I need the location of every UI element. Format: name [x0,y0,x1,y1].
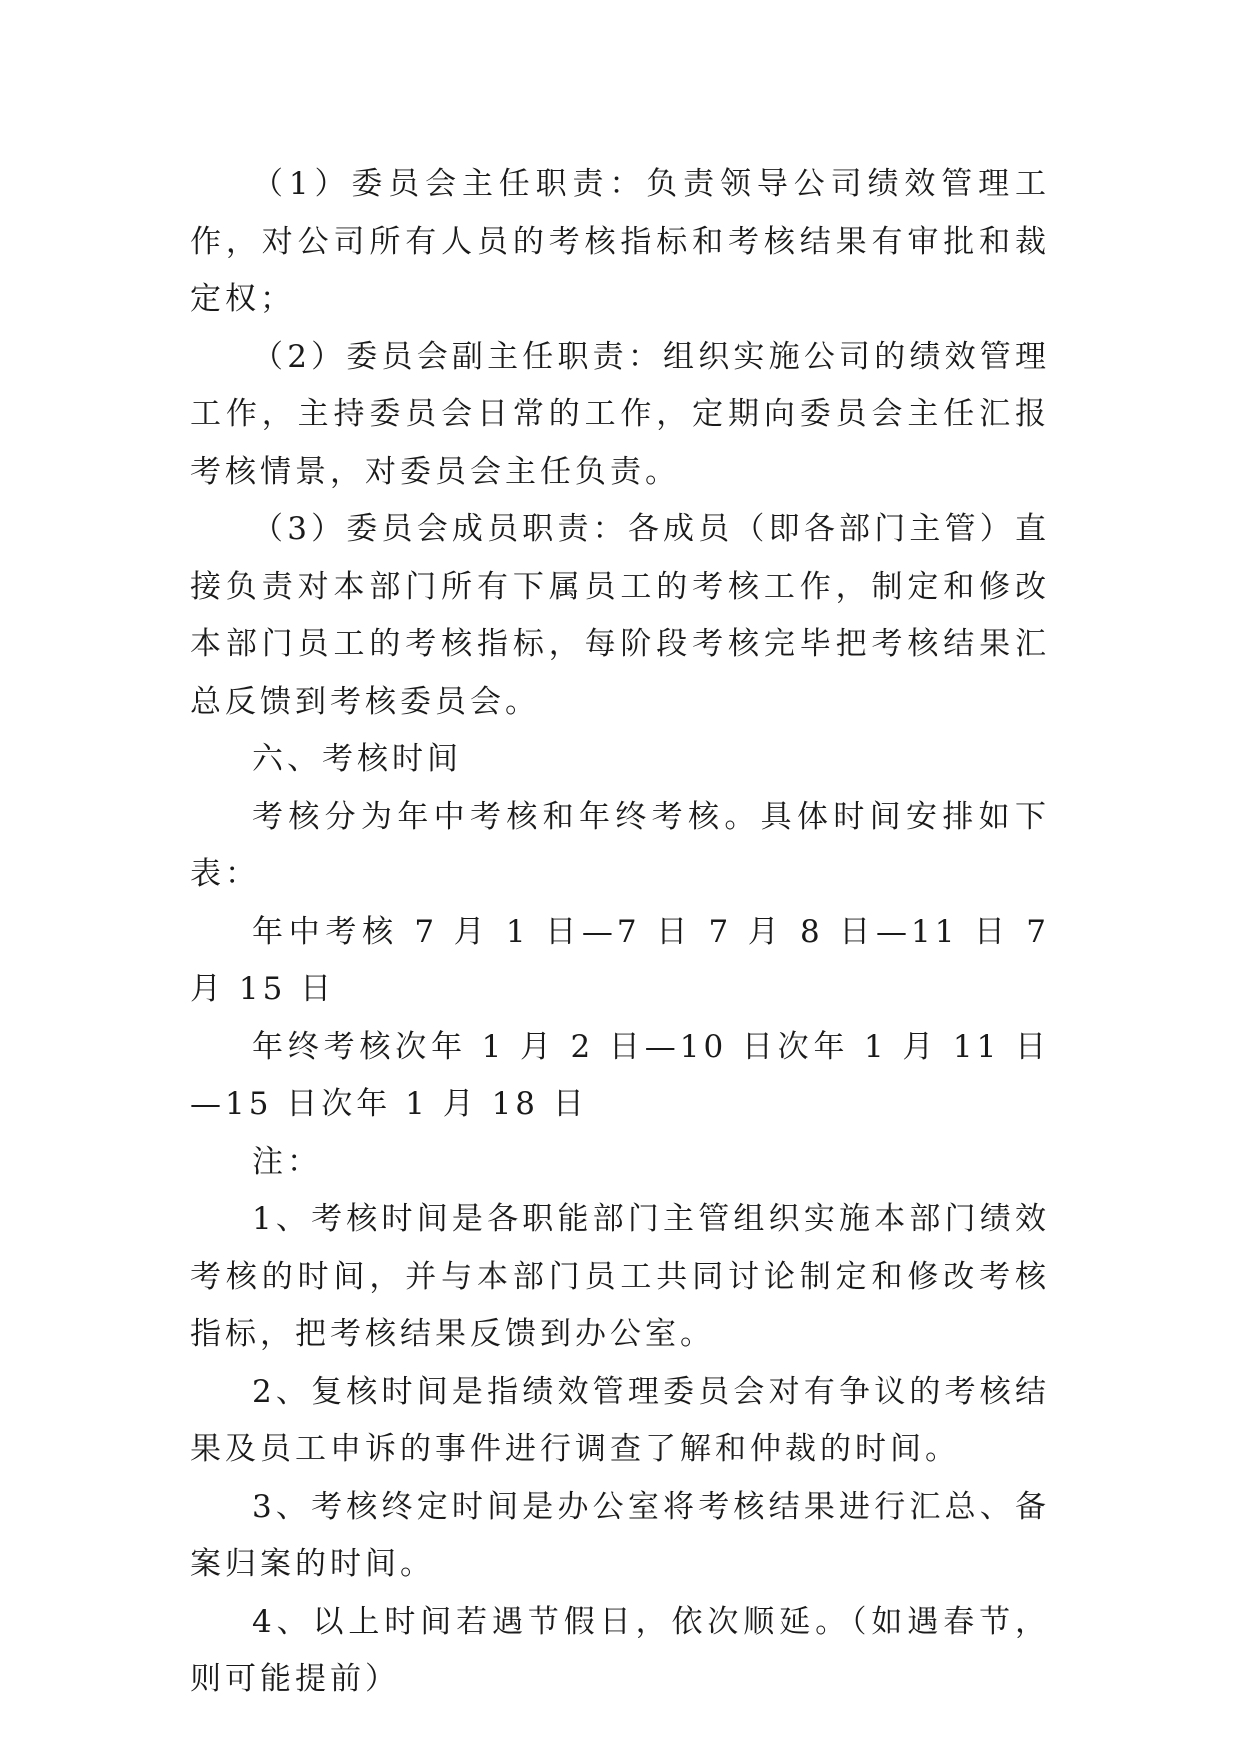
section-heading-assessment-time: 六、考核时间 [252,741,462,777]
paragraph-committee-director-duties: （1）委员会主任职责：负责领导公司绩效管理工作，对公司所有人员的考核指标和考核结果有审批和裁定权； [190,166,1050,317]
document-body [190,156,1050,1709]
paragraph-committee-deputy-director-duties: （2）委员会副主任职责：组织实施公司的绩效管理工作，主持委员会日常的工作，定期向委员会主任汇报考核情景，对委员会主任负责。 [190,338,1050,490]
paragraph-yearend-schedule: 年终考核次年 1 月 2 日—10 日次年 1 月 11 日—15 日次年 1 月 18 日 [190,1028,1050,1122]
notes-heading: 注： [252,1143,322,1180]
paragraph-assessment-types: 考核分为年中考核和年终考核。具体时间安排如下表： [190,798,1050,892]
note-3: 3、考核终定时间是办公室将考核结果进行汇总、备案归案的时间。 [190,1488,1050,1582]
note-4: 4、以上时间若遇节假日，依次顺延。（如遇春节，则可能提前） [190,1603,1050,1697]
paragraph-midyear-schedule: 年中考核 7 月 1 日—7 日 7 月 8 日—11 日 7 月 15 日 [190,913,1050,1007]
note-1: 1、考核时间是各职能部门主管组织实施本部门绩效考核的时间，并与本部门员工共同讨论制定和修改考核指标，把考核结果反馈到办公室。 [190,1201,1050,1352]
note-2: 2、复核时间是指绩效管理委员会对有争议的考核结果及员工申诉的事件进行调查了解和仲裁的时间。 [190,1373,1050,1467]
paragraph-committee-member-duties: （3）委员会成员职责：各成员（即各部门主管）直接负责对本部门所有下属员工的考核工作，制定和修改本部门员工的考核指标，每阶段考核完毕把考核结果汇总反馈到考核委员会。 [190,511,1050,720]
